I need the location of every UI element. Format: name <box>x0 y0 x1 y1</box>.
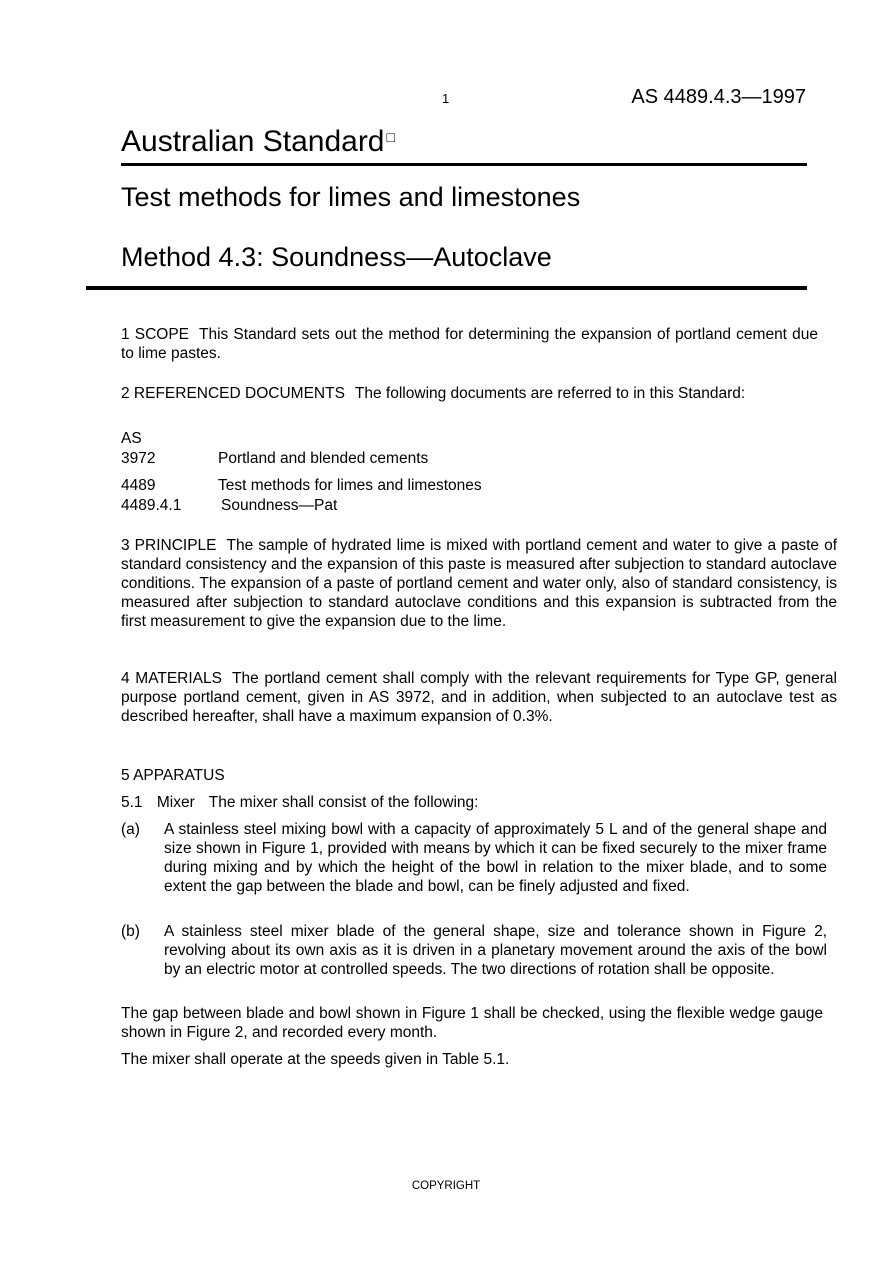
mixer-text: The mixer shall consist of the following: <box>208 794 479 811</box>
standard-label <box>121 125 395 159</box>
title-divider-bottom <box>86 286 807 290</box>
list-item-text: A stainless steel mixing bowl with a capacity of approximately 5 L and of the general shape and size shown in Figure 1, provided with means by which it can be fixed securely to the mixer frame during mixing and by which the height of the bowl in relation to the mixer blade, and to some extent the gap between the blade and bowl, can be finely adjusted and fixed. <box>164 821 827 895</box>
document-title: Soundness—Pat <box>221 496 338 514</box>
referenced-text: The following documents are referred to in this Standard: <box>354 385 746 402</box>
list-item <box>121 476 482 496</box>
list-item <box>121 496 482 516</box>
referenced-prefix: AS <box>121 430 142 447</box>
standard-label-text: Australian Standard <box>121 125 385 158</box>
method-title: Method 4.3: Soundness—Autoclave <box>121 242 552 272</box>
apparatus-heading: 5 APPARATUS <box>121 767 225 784</box>
scope-heading: 1 SCOPE <box>121 326 190 343</box>
standard-number: AS 4489.4.3—1997 <box>631 86 806 108</box>
referenced-documents-list <box>121 429 482 515</box>
gap-check-paragraph: The gap between blade and bowl shown in Figure 1 shall be checked, using the flexible wedge gauge shown in Figure 2, and recorded every month. <box>121 1005 823 1041</box>
principle-section <box>121 536 837 631</box>
referenced-section <box>121 384 794 403</box>
list-item-label: (a) <box>121 821 140 838</box>
materials-heading: 4 MATERIALS <box>121 670 222 687</box>
list-item-label: (b) <box>121 923 140 940</box>
page-number: 1 <box>442 91 450 106</box>
materials-section <box>121 669 837 726</box>
copyright-footer: COPYRIGHT <box>411 1180 481 1192</box>
list-item <box>121 820 827 896</box>
title-divider-top <box>121 163 807 166</box>
document-title: Test methods for limes and limestones <box>121 182 581 212</box>
mixer-subsection <box>121 793 837 812</box>
mixer-heading: Mixer <box>156 794 195 811</box>
scope-text: This Standard sets out the method for determining the expansion of portland cement due to lime pastes. <box>121 326 818 362</box>
scope-section <box>121 325 818 363</box>
document-code: 4489.4.1 <box>121 496 182 514</box>
list-item <box>121 922 827 979</box>
mixer-number: 5.1 <box>121 794 143 811</box>
list-item <box>121 449 482 469</box>
document-code: 4489 <box>121 477 156 494</box>
list-item-text: A stainless steel mixer blade of the general shape, size and tolerance shown in Figure 2, revolving about its own axis as it is driven in a planetary movement around the axis of the bowl by an electric motor at controlled speeds. The two directions of rotation shall be opposite. <box>164 923 827 978</box>
principle-heading: 3 PRINCIPLE <box>121 537 217 554</box>
speeds-paragraph: The mixer shall operate at the speeds given in Table 5.1. <box>121 1051 510 1068</box>
document-title: Test methods for limes and limestones <box>218 477 482 494</box>
materials-text: The portland cement shall comply with the relevant requirements for Type GP, general purpose portland cement, given in AS 3972, and in addition, when subjected to an autoclave test as described hereafter, shall have a maximum expansion of 0.3%. <box>121 670 837 725</box>
standard-mark-icon: □ <box>386 129 395 145</box>
document-title: Portland and blended cements <box>218 449 429 467</box>
document-code: 3972 <box>121 449 156 467</box>
referenced-heading: 2 REFERENCED DOCUMENTS <box>121 385 345 402</box>
principle-text: The sample of hydrated lime is mixed with portland cement and water to give a paste of standard consistency and the expansion of this paste is measured after subjection to standard autoclave conditions. The expansion of a paste of portland cement and water only, also of standard consistency, is measured after subjection to standard autoclave conditions and this expansion is subtracted from the first measurement to give the expansion due to the lime. <box>121 537 837 630</box>
